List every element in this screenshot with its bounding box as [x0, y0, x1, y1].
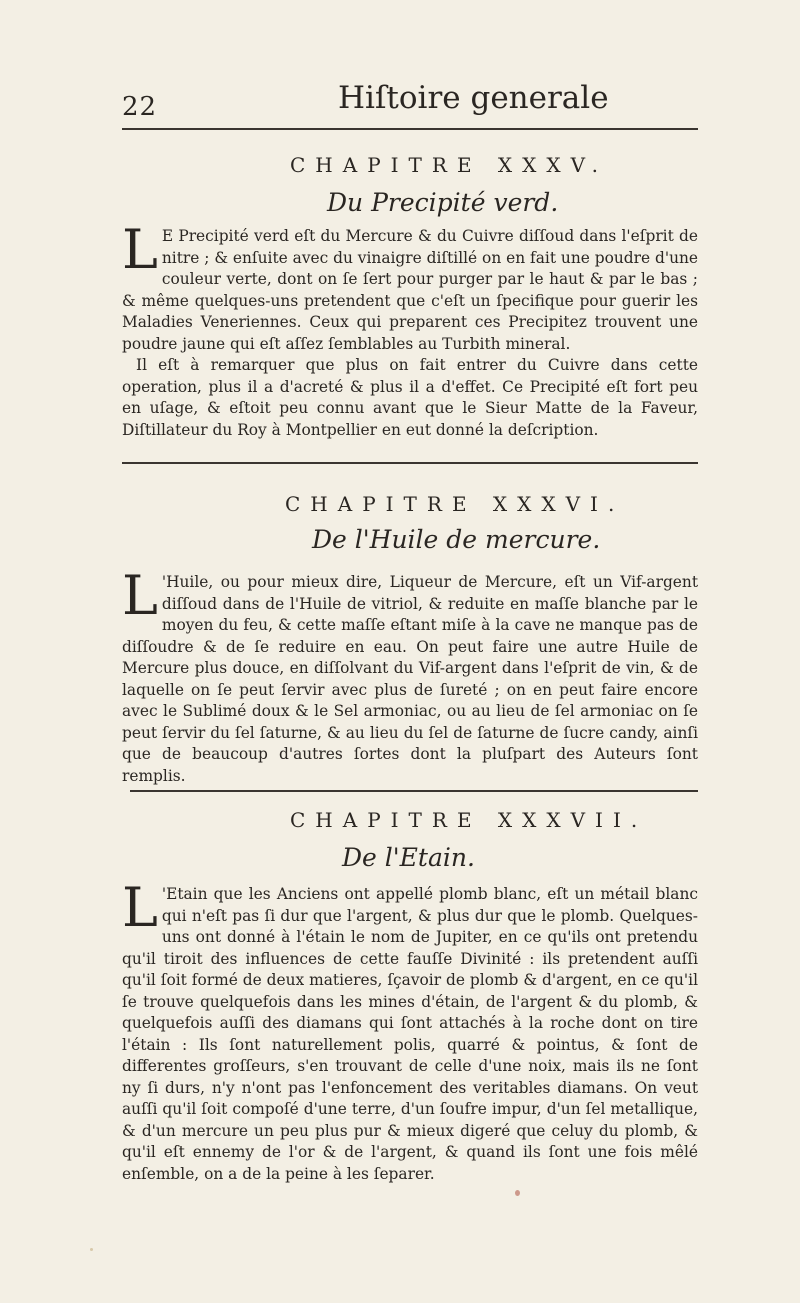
paragraph [122, 218, 698, 355]
paper-speck [90, 1248, 93, 1251]
drop-cap: L [122, 876, 158, 939]
chapter-subtitle: Du Precipité verd. [327, 188, 559, 217]
paragraph-text: 'Huile, ou pour mieux dire, Liqueur de Mercure, eſt un Vif-argent diſſoud dans de l'Huile de vitriol, & reduite en maſſe blanche par le moyen du feu, & cette maſſe eſtant miſe à la cave ne manque pas de diſſoudre & de ſe reduire en eau. On peut faire une autre Huile de Mercure plus douce, en diſſolvant du Vif-argent dans l'eſprit de vin, & de laquelle on ſe peut ſervir avec plus de ſureté ; on en peut faire encore avec le Sublimé doux & le Sel armoniac, ou au lieu de ſel armoniac on ſe peut ſervir du ſel ſaturne, & au lieu du ſel de ſaturne de ſucre candy, ainſi que de beaucoup d'autres ſortes dont la pluſpart des Auteurs ſont remplis. [122, 573, 698, 785]
chapter-subtitle: De l'Huile de mercure. [312, 525, 601, 554]
paragraph-text: E Precipité verd eſt du Mercure & du Cuivre diſſoud dans l'eſprit de nitre ; & enſuite avec du vinaigre diſtillé on en fait une poudre d'une couleur verte, dont on ſe ſert pour purger par le haut & par le bas ; & même quelques-uns pretendent que c'eſt un ſpecifique pour guerir les Maladies Veneriennes. Ceux qui preparent ces Precipitez trouvent une poudre jaune qui eſt aſſez ſemblables au Turbith mineral. [122, 227, 698, 353]
paragraph-text: 'Etain que les Anciens ont appellé plomb blanc, eſt un métail blanc qui n'eſt pas ſi dur que l'argent, & plus dur que le plomb. Quelques-uns ont donné à l'étain le nom de Jupiter, en ce qu'ils ont pretendu qu'il tiroit des influences de cette fauſſe Divinité : ils pretendent auſſi qu'il ſoit formé de deux matieres, ſçavoir de plomb & d'argent, en ce qu'il ſe trouve quelquefois dans les mines d'étain, de l'argent & du plomb, & quelquefois auſſi des diamans qui ſont attachés à la roche dont on tire l'étain : Ils ſont naturellement polis, quarré & pointus, & ſont de differentes groſſeurs, s'en trouvant de celle d'une noix, mais ils ne ſont ny ſi durs, n'y n'ont pas l'enfoncement des veritables diamans. On veut auſſi qu'il ſoit compoſé d'une terre, d'un ſoufre impur, d'un ſel metallique, & d'un mercure un peu plus pur & mieux digeré que celuy du plomb, & qu'il eſt ennemy de l'or & de l'argent, & quand ils ſont une fois mêlé enſemble, on a de la peine à les ſeparer. [122, 885, 698, 1183]
chapter-body [122, 564, 698, 787]
chapter-body [122, 876, 698, 1185]
paragraph [122, 564, 698, 787]
header-rule [122, 128, 698, 130]
running-title: Hiſtoire generale [338, 80, 609, 116]
chapter-body [122, 218, 698, 441]
chapter-subtitle: De l'Etain. [342, 843, 475, 872]
paper-speck [515, 1190, 520, 1196]
chapter-title: CHAPITRE XXXV. [290, 153, 608, 177]
section-rule [130, 790, 698, 792]
paragraph [122, 876, 698, 1185]
drop-cap: L [122, 218, 158, 281]
paragraph: Il eſt à remarquer que plus on fait entrer du Cuivre dans cette operation, plus il a d'acreté & plus il a d'effet. Ce Precipité eſt fort peu en uſage, & eſtoit peu connu avant que le Sieur Matte de la Faveur, Diſtillateur du Roy à Montpellier en eut donné la deſcription. [122, 356, 698, 439]
chapter-title: CHAPITRE XXXVI. [285, 492, 625, 516]
drop-cap: L [122, 564, 158, 627]
chapter-title: CHAPITRE XXXVII. [290, 808, 648, 832]
page-number: 22 [122, 92, 158, 122]
section-rule [122, 462, 698, 464]
